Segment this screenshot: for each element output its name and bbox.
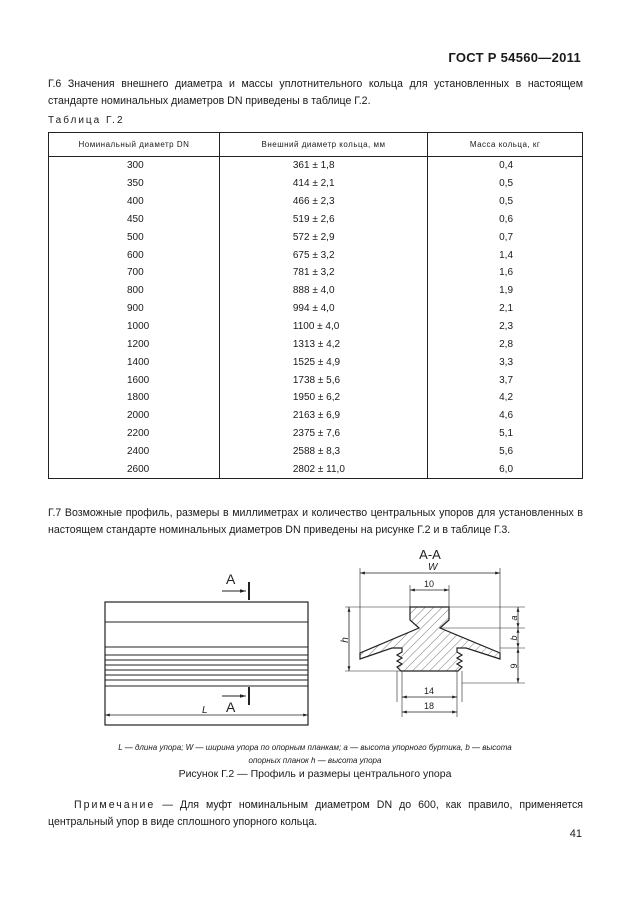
- cell-diameter: 2375 ± 7,6: [219, 425, 427, 443]
- cell-dn: 700: [49, 264, 220, 282]
- figure-legend-line1: L — длина упора; W — ширина упора по опорным планкам; a — высота упорного буртика, b — высота: [118, 743, 512, 752]
- col-header-dn: Номинальный диаметр DN: [49, 133, 220, 157]
- cell-mass: 4,6: [428, 407, 583, 425]
- table-row: [49, 193, 583, 211]
- page-number: 41: [569, 828, 582, 840]
- figure-legend-line2: опорных планок h — высота упора: [248, 756, 382, 765]
- table-row: [49, 211, 583, 229]
- table-g2: [48, 132, 583, 479]
- table-row: [49, 371, 583, 389]
- table-row: [49, 425, 583, 443]
- table-row: [49, 264, 583, 282]
- col-header-mass: Масса кольца, кг: [428, 133, 583, 157]
- section-mark-bottom: A: [226, 699, 236, 715]
- cell-dn: 2000: [49, 407, 220, 425]
- section-view: [340, 547, 525, 717]
- cell-diameter: 414 ± 2,1: [219, 175, 427, 193]
- figure-caption: Рисунок Г.2 — Профиль и размеры центрального упора: [178, 768, 452, 780]
- cell-diameter: 361 ± 1,8: [219, 157, 427, 175]
- cell-mass: 2,8: [428, 335, 583, 353]
- cell-dn: 1000: [49, 318, 220, 336]
- cell-mass: 3,3: [428, 353, 583, 371]
- cell-dn: 1400: [49, 353, 220, 371]
- note-text: — Для муфт номинальным диаметром DN до 600, как правило, применяется центральный упор в виде сплошного упорного кольца.: [48, 799, 583, 828]
- cell-dn: 350: [49, 175, 220, 193]
- section-title: А-А: [419, 547, 441, 562]
- dim-top-width: 10: [423, 579, 435, 589]
- cell-diameter: 519 ± 2,6: [219, 211, 427, 229]
- dim-9: 9: [509, 663, 519, 669]
- table-row: [49, 157, 583, 175]
- table-row: [49, 407, 583, 425]
- cell-diameter: 2588 ± 8,3: [219, 443, 427, 461]
- cell-diameter: 572 ± 2,9: [219, 228, 427, 246]
- table-row: [49, 300, 583, 318]
- label-b: b: [509, 635, 519, 641]
- cell-dn: 2600: [49, 460, 220, 478]
- cell-mass: 4,2: [428, 389, 583, 407]
- width-label: W: [428, 562, 438, 573]
- cell-mass: 5,6: [428, 443, 583, 461]
- cell-mass: 0,7: [428, 228, 583, 246]
- col-header-diameter: Внешний диаметр кольца, мм: [219, 133, 427, 157]
- cell-dn: 2400: [49, 443, 220, 461]
- paragraph-g7: Г.7 Возможные профиль, размеры в миллиметрах и количество центральных упоров для установленных в настоящем стандарте номинальных диаметров DN приведены на рисунке Г.2 и в таблице Г.3.: [48, 507, 583, 536]
- table-caption: Таблица Г.2: [48, 115, 125, 126]
- cell-mass: 6,0: [428, 460, 583, 478]
- dim-base-width: 18: [423, 701, 435, 711]
- cell-diameter: 466 ± 2,3: [219, 193, 427, 211]
- length-label: L: [202, 705, 208, 716]
- cell-mass: 0,6: [428, 211, 583, 229]
- dim-inner-width: 14: [423, 686, 435, 696]
- label-h: h: [340, 637, 351, 643]
- cell-mass: 5,1: [428, 425, 583, 443]
- cell-dn: 500: [49, 228, 220, 246]
- cell-mass: 1,6: [428, 264, 583, 282]
- cell-diameter: 1525 ± 4,9: [219, 353, 427, 371]
- cell-mass: 2,1: [428, 300, 583, 318]
- cell-diameter: 1313 ± 4,2: [219, 335, 427, 353]
- cell-diameter: 675 ± 3,2: [219, 246, 427, 264]
- table-row: [49, 282, 583, 300]
- table-row: [49, 175, 583, 193]
- note: [48, 797, 583, 831]
- cell-dn: 1200: [49, 335, 220, 353]
- cell-mass: 1,4: [428, 246, 583, 264]
- note-label: Примечание: [74, 799, 156, 811]
- table-row: [49, 353, 583, 371]
- cell-mass: 1,9: [428, 282, 583, 300]
- cell-mass: 0,5: [428, 175, 583, 193]
- cell-dn: 600: [49, 246, 220, 264]
- cell-dn: 450: [49, 211, 220, 229]
- table-row: [49, 389, 583, 407]
- paragraph-g6: Г.6 Значения внешнего диаметра и массы уплотнительного кольца для установленных в настоящем стандарте номинальных диаметров DN приведены в таблице Г.2.: [48, 78, 583, 107]
- cell-dn: 800: [49, 282, 220, 300]
- cell-diameter: 1950 ± 6,2: [219, 389, 427, 407]
- table-header-row: [49, 133, 583, 157]
- section-mark-top: A: [226, 571, 236, 587]
- label-a: a: [509, 615, 519, 621]
- cell-mass: 0,4: [428, 157, 583, 175]
- cell-dn: 400: [49, 193, 220, 211]
- cell-dn: 900: [49, 300, 220, 318]
- table-row: [49, 228, 583, 246]
- cell-mass: 3,7: [428, 371, 583, 389]
- cell-mass: 2,3: [428, 318, 583, 336]
- cell-diameter: 888 ± 4,0: [219, 282, 427, 300]
- table-row: [49, 460, 583, 478]
- cell-diameter: 1100 ± 4,0: [219, 318, 427, 336]
- cell-dn: 1600: [49, 371, 220, 389]
- cell-dn: 1800: [49, 389, 220, 407]
- stop-side-view: [105, 571, 308, 725]
- cell-diameter: 781 ± 3,2: [219, 264, 427, 282]
- cell-diameter: 1738 ± 5,6: [219, 371, 427, 389]
- cell-dn: 2200: [49, 425, 220, 443]
- table-row: [49, 318, 583, 336]
- document-header: ГОСТ Р 54560—2011: [448, 50, 581, 65]
- table-row: [49, 443, 583, 461]
- cell-mass: 0,5: [428, 193, 583, 211]
- table-row: [49, 246, 583, 264]
- section-profile: [360, 607, 500, 671]
- cell-diameter: 2802 ± 11,0: [219, 460, 427, 478]
- figure-central-stop: [0, 540, 630, 740]
- cell-diameter: 994 ± 4,0: [219, 300, 427, 318]
- cell-diameter: 2163 ± 6,9: [219, 407, 427, 425]
- cell-dn: 300: [49, 157, 220, 175]
- table-row: [49, 335, 583, 353]
